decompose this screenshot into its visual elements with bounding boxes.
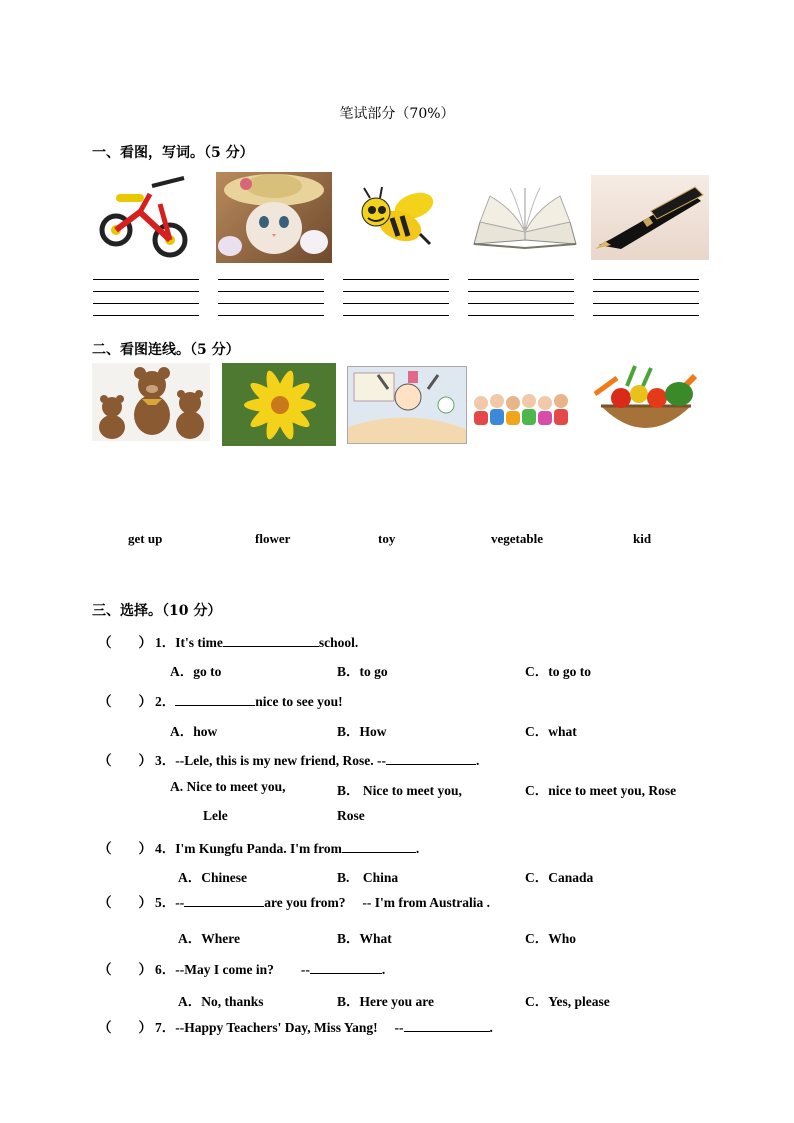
flower-image bbox=[222, 363, 336, 446]
q5-option-a[interactable]: A．Where bbox=[178, 931, 240, 946]
question-3: 3．--Lele, this is my new friend, Rose. -- . bbox=[155, 753, 480, 768]
match-word-4: vegetable bbox=[491, 531, 543, 546]
kitten-image bbox=[216, 172, 332, 263]
match-word-2: flower bbox=[255, 531, 291, 546]
q3-option-b[interactable]: B． Nice to meet you, bbox=[337, 783, 462, 798]
q3-option-b-cont: Rose bbox=[337, 808, 365, 823]
blank-1[interactable] bbox=[223, 634, 319, 647]
page-title: 笔试部分（70%） bbox=[339, 106, 455, 122]
writing-lines-5[interactable] bbox=[593, 279, 699, 327]
q5-option-b[interactable]: B．What bbox=[337, 931, 392, 946]
bicycle-image bbox=[98, 172, 190, 264]
fountain-pen-image bbox=[591, 175, 709, 260]
q1-option-c[interactable]: C．to go to bbox=[525, 664, 591, 679]
answer-bracket-2[interactable]: （ ） bbox=[98, 694, 152, 709]
q3-option-a-cont: Lele bbox=[203, 808, 228, 823]
answer-bracket-3[interactable]: （ ） bbox=[98, 753, 152, 768]
book-image bbox=[470, 182, 580, 252]
answer-bracket-1[interactable]: （ ） bbox=[98, 635, 152, 650]
writing-lines-1[interactable] bbox=[93, 279, 199, 327]
answer-bracket-5[interactable]: （ ） bbox=[98, 895, 152, 910]
q1-option-b[interactable]: B．to go bbox=[337, 664, 388, 679]
q4-option-b[interactable]: B. China bbox=[337, 870, 399, 885]
blank-6[interactable] bbox=[310, 961, 382, 974]
match-word-5: kid bbox=[633, 531, 652, 546]
writing-lines-3[interactable] bbox=[343, 279, 449, 327]
section1-heading: 一、看图，写词。（5 分） bbox=[92, 145, 254, 161]
q2-option-b[interactable]: B．How bbox=[337, 724, 387, 739]
bee-image bbox=[356, 184, 438, 250]
kids-image bbox=[471, 389, 575, 429]
answer-bracket-4[interactable]: （ ） bbox=[98, 841, 152, 856]
blank-7[interactable] bbox=[404, 1019, 490, 1032]
section2-heading: 二、看图连线。（5 分） bbox=[92, 342, 240, 358]
question-7: 7．--Happy Teachers' Day, Miss Yang! -- . bbox=[155, 1020, 493, 1035]
blank-3[interactable] bbox=[386, 752, 476, 765]
blank-5[interactable] bbox=[184, 894, 264, 907]
q1-option-a[interactable]: A．go to bbox=[170, 664, 222, 679]
writing-lines-4[interactable] bbox=[468, 279, 574, 327]
q3-option-c[interactable]: C．nice to meet you, Rose bbox=[525, 783, 677, 798]
q6-option-b[interactable]: B．Here you are bbox=[337, 994, 434, 1009]
match-word-3: toy bbox=[378, 531, 396, 546]
question-2: 2． nice to see you! bbox=[155, 694, 343, 709]
match-word-1: get up bbox=[128, 531, 163, 546]
q4-option-c[interactable]: C．Canada bbox=[525, 870, 594, 885]
question-6: 6．--May I come in? -- . bbox=[155, 962, 386, 977]
vegetables-image bbox=[587, 364, 704, 442]
blank-2[interactable] bbox=[175, 693, 255, 706]
teddy-bears-image bbox=[92, 363, 210, 441]
q3-option-a[interactable]: A. Nice to meet you, bbox=[170, 779, 286, 794]
section3-heading: 三、选择。（10 分） bbox=[92, 603, 222, 619]
q6-option-a[interactable]: A．No, thanks bbox=[178, 994, 264, 1009]
blank-4[interactable] bbox=[342, 840, 416, 853]
question-4: 4．I'm Kungfu Panda. I'm from . bbox=[155, 841, 420, 856]
answer-bracket-7[interactable]: （ ） bbox=[98, 1020, 152, 1035]
question-1: 1．It's time school. bbox=[155, 635, 359, 650]
q6-option-c[interactable]: C．Yes, please bbox=[525, 994, 610, 1009]
q2-option-c[interactable]: C．what bbox=[525, 724, 577, 739]
q2-option-a[interactable]: A．how bbox=[170, 724, 218, 739]
writing-lines-2[interactable] bbox=[218, 279, 324, 327]
q4-option-a[interactable]: A．Chinese bbox=[178, 870, 248, 885]
question-5: 5．-- are you from? -- I'm from Australia . bbox=[155, 895, 490, 910]
answer-bracket-6[interactable]: （ ） bbox=[98, 962, 152, 977]
q5-option-c[interactable]: C．Who bbox=[525, 931, 577, 946]
getting-up-image bbox=[347, 366, 467, 444]
